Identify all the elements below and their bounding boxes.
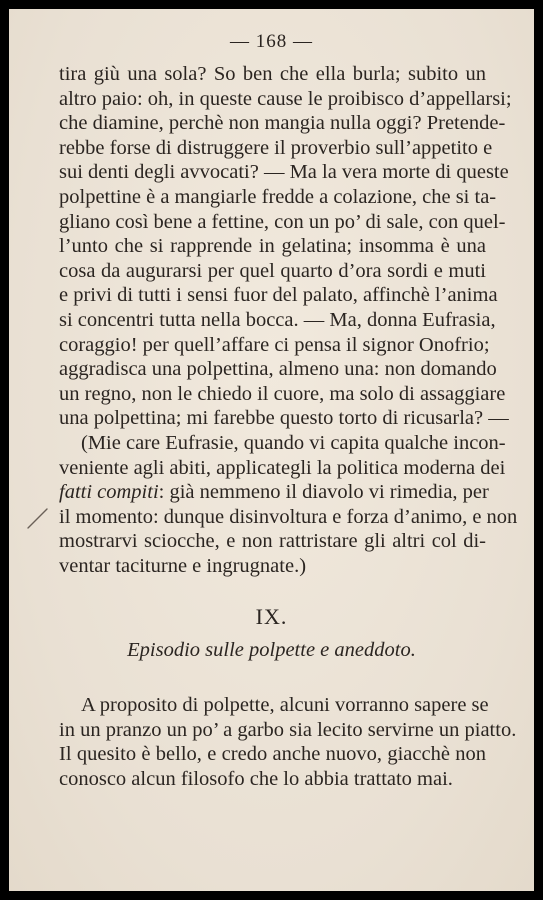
text-line: gliano così bene a fettine, con un po’ di sale, con quel- bbox=[59, 210, 506, 233]
text-line: che diamine, perchè non mangia nulla oggi? Pretende- bbox=[59, 112, 506, 135]
text-line: aggradisca una polpettina, almeno una: non domando bbox=[59, 358, 497, 381]
text-line: il momento: dunque disinvoltura e forza d’animo, e non bbox=[59, 505, 518, 528]
section-number: IX. bbox=[255, 604, 288, 629]
text-line: coraggio! per quell’affare ci pensa il signor Onofrio; bbox=[59, 333, 490, 356]
text-line: si concentri tutta nella bocca. — Ma, donna Eufrasia, bbox=[59, 308, 496, 331]
text-line: altro paio: oh, in queste cause le proibisco d’appellarsi; bbox=[59, 87, 512, 110]
text-line: mostrarvi sciocche, e non rattristare gli altri col di- bbox=[59, 530, 486, 553]
italic-phrase: fatti compiti bbox=[59, 481, 159, 504]
text-line: una polpettina; mi farebbe questo torto di ricusarla? — bbox=[59, 407, 509, 430]
book-page bbox=[9, 9, 534, 891]
text-line: rebbe forse di distruggere il proverbio sull’appetito e bbox=[59, 136, 493, 159]
text-line: sui denti degli avvocati? — Ma la vera morte di queste bbox=[59, 161, 509, 184]
text-line: cosa da augurarsi per quel quarto d’ora sordi e muti bbox=[59, 259, 486, 282]
text-line: un regno, non le chiedo il cuore, ma solo di assaggiare bbox=[59, 382, 506, 405]
text-line: (Mie care Eufrasie, quando vi capita qualche incon- bbox=[81, 431, 506, 454]
section-title: Episodio sulle polpette e aneddoto. bbox=[127, 639, 416, 661]
text-line: conosco alcun filosofo che lo abbia trattato mai. bbox=[59, 767, 453, 790]
text-line: l’unto che si rapprende in gelatina; insomma è una bbox=[59, 235, 486, 258]
paragraph-3 bbox=[59, 693, 517, 791]
pencil-slash-mark-icon bbox=[25, 505, 51, 531]
text-line: ventar taciturne e ingrugnate.) bbox=[59, 554, 307, 577]
text-line: A proposito di polpette, alcuni vorranno sapere se bbox=[81, 694, 489, 716]
text-line: tira giù una sola? So ben che ella burla; subito un bbox=[59, 63, 486, 85]
page-number: — 168 — bbox=[230, 31, 313, 52]
text-line bbox=[59, 480, 489, 505]
paragraph-1 bbox=[59, 62, 518, 578]
text-line: Il quesito è bello, e credo anche nuovo, giacchè non bbox=[59, 743, 486, 766]
text-fragment: : già nemmeno il diavolo vi rimedia, per bbox=[158, 481, 489, 504]
text-line: e privi di tutti i sensi fuor del palato, affinchè l’anima bbox=[59, 284, 498, 307]
text-line: in un pranzo un po’ a garbo sia lecito servirne un piatto. bbox=[59, 718, 517, 741]
text-line: polpettine è a mangiarle fredde a colazione, che si ta- bbox=[59, 185, 497, 208]
text-line: veniente agli abiti, applicategli la politica moderna dei bbox=[59, 456, 506, 479]
